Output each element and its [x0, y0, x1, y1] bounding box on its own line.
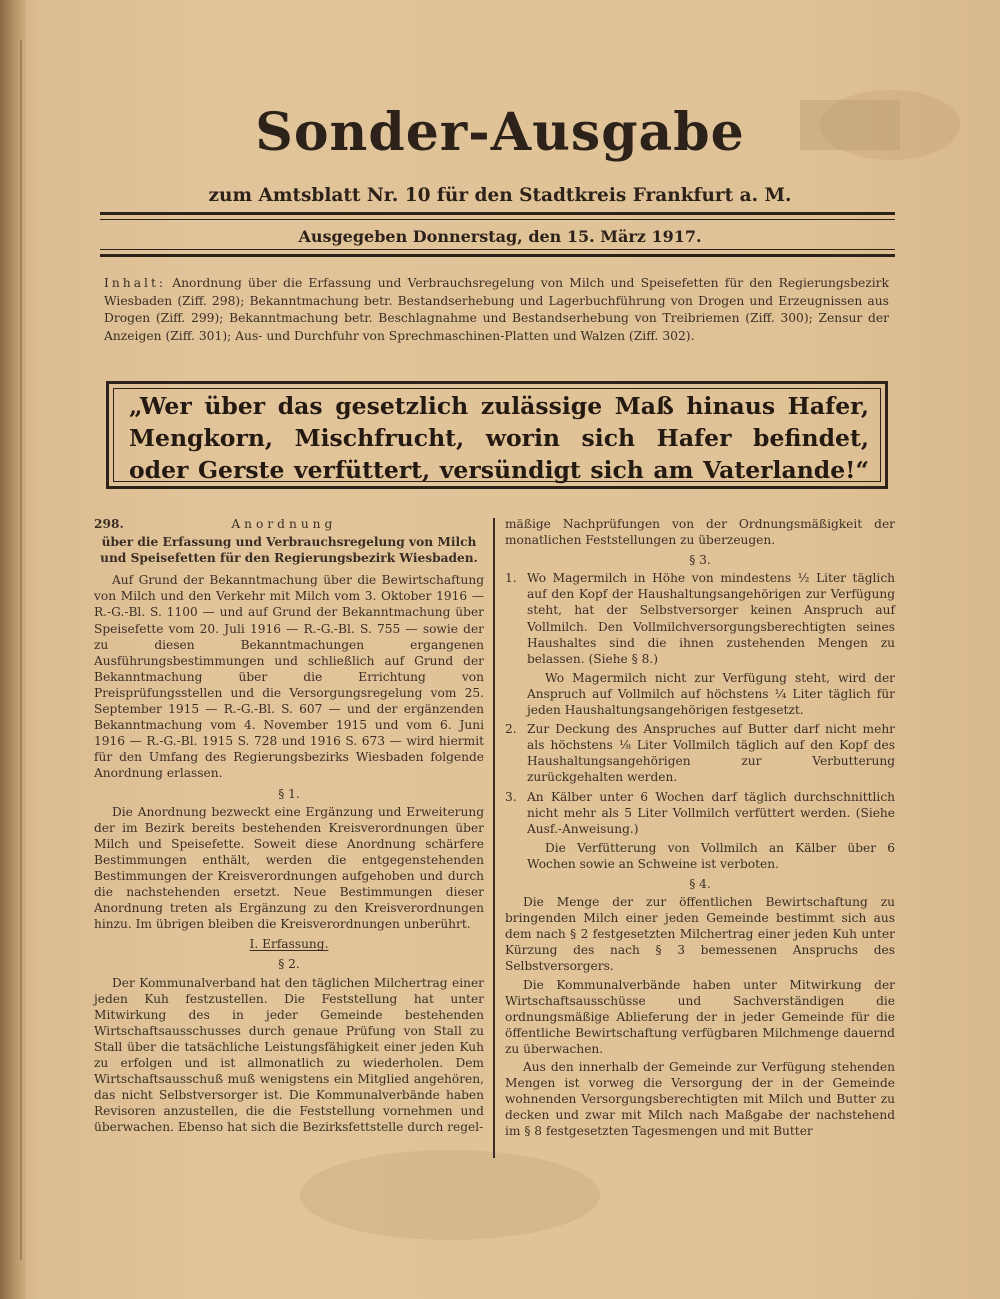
header-rule: [100, 212, 895, 215]
list-item-number: 1.: [505, 571, 517, 586]
contents-label: Inhalt:: [104, 276, 167, 290]
paragraph-text: Die Menge der zur öffentlichen Bewirtschaftung zu bringenden Milch einer jeden Gemeinde bestimmt sich aus dem nach § 2 festgesetzten Milchertrag einer jeden Kuh unter Kürzung des nach § 3 bemessenen Anspruchs des Selbstversorgers.: [505, 895, 895, 974]
header-rule: [100, 249, 895, 250]
list-item: [505, 789, 895, 837]
paragraph-continuation: mäßige Nachprüfungen von der Ordnungsmäßigkeit der monatlichen Feststellungen zu überzeugen.: [505, 517, 895, 548]
table-of-contents: [104, 275, 889, 345]
list-item-number: 3.: [505, 789, 517, 804]
paragraph-text: Die Kommunalverbände haben unter Mitwirkung der Wirtschaftsausschüsse und Sachverständigen die ordnungsmäßige Ablieferung der in jeder Gemeinde für die öffentliche Bewirtschaftung verfügbaren Milchmenge dauernd zu überwachen.: [505, 977, 895, 1056]
paragraph-text: Die Anordnung bezweckt eine Ergänzung und Erweiterung der im Bezirk bereits bestehenden Kreisverordnungen über Milch und Speisefette. Soweit diese Anordnung schärfere Bestimmungen enthält, werden die entgegenstehenden Bestimmungen der Kreisverordnungen aufgehoben und durch die nachstehenden ersetzt. Neue Bestimmungen dieser Anordnung treten als Ergänzung zu den Kreisverordnungen hinzu. Im übrigen bleiben die Kreisverordnungen unberührt.: [94, 804, 484, 932]
left-column: [94, 516, 484, 1137]
paragraph-sign: § 4.: [689, 876, 711, 891]
list-item: [505, 721, 895, 785]
masthead-title: Sonder-Ausgabe: [255, 102, 745, 163]
ordinance-subheading: über die Erfassung und Verbrauchsregelung von Milch und Speisefetten für den Regierungsbezirk Wiesbaden.: [100, 535, 478, 566]
ordinance-number: 298.: [94, 517, 124, 531]
quote-box: [106, 381, 888, 489]
right-column: [505, 516, 895, 1141]
paragraph-sign: § 1.: [278, 786, 300, 801]
header-rule: [100, 254, 895, 257]
column-divider: [493, 518, 495, 1158]
paragraph-text: Der Kommunalverband hat den täglichen Milchertrag einer jeden Kuh festzustellen. Die Feststellung hat unter Mitwirkung des in jeder Gemeinde bestehenden Wirtschaftsausschusses durch genaue Prüfung von Stall zu Stall über die tatsächliche Leistungsfähigkeit einer jeden Kuh zu erfolgen und ist allmonatlich zu wiederholen. Dem Wirtschaftsausschuß muß wenigstens ein Mitglied angehören, das nicht Selbstversorger ist. Die Kommunalverbände haben Revisoren anzustellen, die die Feststellung vornehmen und überwachen. Ebenso hat sich die Bezirksfettstelle durch regel-: [94, 975, 484, 1135]
paragraph-sign: § 2.: [278, 957, 300, 972]
section-heading: I. Erfassung.: [249, 937, 329, 952]
list-item-text: Zur Deckung des Anspruches auf Butter darf nicht mehr als höchstens ⅛ Liter Vollmilch täglich auf den Kopf des Haushaltungsangehörigen zur Verbutterung zurückgehalten werden.: [527, 722, 895, 785]
binding-spine: [0, 0, 26, 1299]
list-item-text: An Kälber unter 6 Wochen darf täglich durchschnittlich nicht mehr als 5 Liter Vollmilch verfüttert werden. (Siehe Ausf.-Anweisung.): [527, 789, 895, 836]
list-item-number: 2.: [505, 722, 517, 737]
ordinance-header: [94, 516, 484, 532]
contents-text: Anordnung über die Erfassung und Verbrauchsregelung von Milch und Speisefetten für den Regierungsbezirk Wiesbaden (Ziff. 298); Bekanntmachung betr. Bestandserhebung und Lagerbuchführung von Drogen und Erzeugnissen aus Drogen (Ziff. 299); Bekanntmachung betr. Beschlagnahme und Bestandserhebung von Treibriemen (Ziff. 300); Zensur der Anzeigen (Ziff. 301); Aus- und Durchfuhr von Sprechmaschinen-Platten und Walzen (Ziff. 302).: [104, 276, 889, 343]
paragraph-sign: § 3.: [689, 553, 711, 568]
header-rule: [100, 219, 895, 220]
masthead-subtitle: zum Amtsblatt Nr. 10 für den Stadtkreis Frankfurt a. M.: [208, 185, 792, 206]
quote-text: „Wer über das gesetzlich zulässige Maß hinaus Hafer, Mengkorn, Mischfrucht, worin sich Hafer befindet, oder Gerste verfüttert, versündigt sich am Vaterlande!“: [129, 392, 869, 484]
list-item-text: Wo Magermilch in Höhe von mindestens ½ Liter täglich auf den Kopf der Haushaltungsangehörigen zur Verfügung steht, hat der Selbstversorger keinen Anspruch auf Vollmilch. Den Vollmilchversorgungsberechtigten seines Haushaltes sind die ihnen zustehenden Mengen zu belassen. (Siehe § 8.): [527, 571, 895, 666]
list-item-text: Die Verfütterung von Vollmilch an Kälber über 6 Wochen sowie an Schweine ist verboten.: [527, 840, 895, 871]
ordinance-heading: Anordnung: [231, 517, 337, 531]
ordinance-intro: Auf Grund der Bekanntmachung über die Bewirtschaftung von Milch und den Verkehr mit Milch vom 3. Oktober 1916 — R.-G.-Bl. S. 1100 — und auf Grund der Bekanntmachung über Speisefette vom 20. Juli 1916 — R.-G.-Bl. S. 755 — sowie der zu diesen Bekanntmachungen ergangenen Ausführungsbestimmungen und schließlich auf Grund der Bekanntmachung über die Errichtung von Preisprüfungsstellen und die Versorgungsregelung vom 25. September 1915 — R.-G.-Bl. S. 607 — und der ergänzenden Bekanntmachung vom 4. November 1915 und vom 6. Juni 1916 — R.-G.-Bl. 1915 S. 728 und 1916 S. 673 — wird hiermit für den Umfang des Regierungsbezirks Wiesbaden folgende Anordnung erlassen.: [94, 573, 484, 781]
list-item-text: Wo Magermilch nicht zur Verfügung steht, wird der Anspruch auf Vollmilch auf höchstens ¼ Liter täglich für jeden Haushaltungsangehörigen festgesetzt.: [527, 670, 895, 718]
paper-stain: [300, 1150, 600, 1240]
list-item: [505, 570, 895, 667]
issue-date: Ausgegeben Donnerstag, den 15. März 1917.: [298, 227, 702, 246]
paragraph-text: Aus den innerhalb der Gemeinde zur Verfügung stehenden Mengen ist vorweg die Versorgung der in der Gemeinde wohnenden Versorgungsberechtigten mit Milch und Butter zu decken und zwar mit Milch nach Maßgabe der nachstehend im § 8 festgesetzten Tagesmengen und mit Butter: [505, 1060, 895, 1139]
spine-line: [20, 40, 22, 1260]
